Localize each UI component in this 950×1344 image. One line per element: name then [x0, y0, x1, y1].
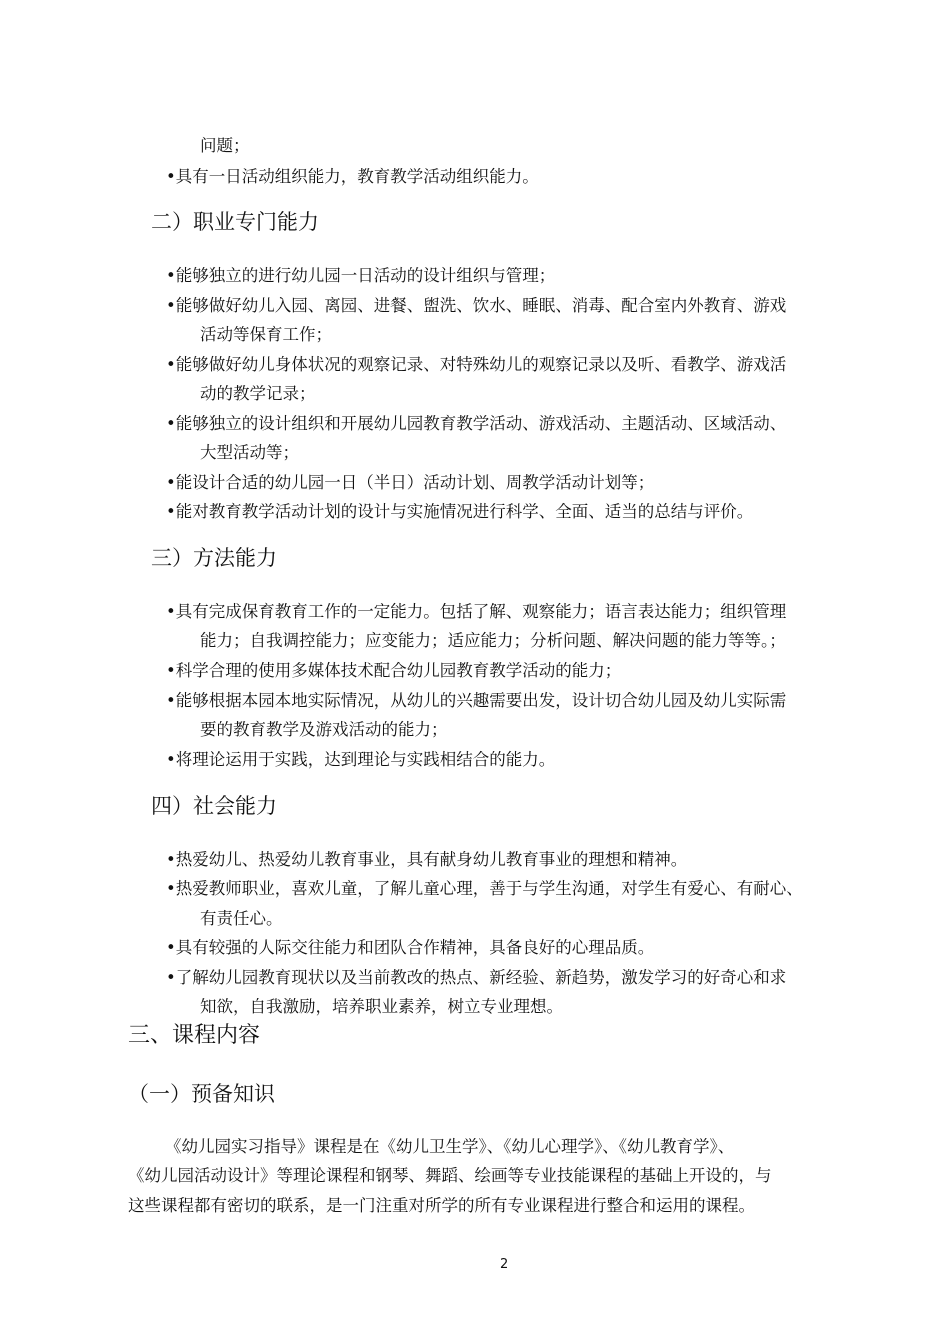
section-heading: 三）方法能力 [151, 546, 277, 570]
paragraph-line: 《幼儿园实习指导》课程是在《幼儿卫生学》、《幼儿心理学》、《幼儿教育学》、 [165, 1137, 735, 1156]
bullet-item: •能设计合适的幼儿园一日（半日）活动计划、周教学活动计划等； [166, 473, 655, 492]
bullet-continuation: 有责任心。 [200, 909, 283, 928]
subsection-heading: （一）预备知识 [128, 1082, 275, 1106]
bullet-item: •能够独立的设计组织和开展幼儿园教育教学活动、游戏活动、主题活动、区域活动、 [166, 414, 787, 433]
bullet-continuation: 动的教学记录； [200, 384, 316, 403]
bullet-item: •了解幼儿园教育现状以及当前教改的热点、新经验、新趋势，激发学习的好奇心和求 [166, 968, 787, 987]
bullet-continuation: 大型活动等； [200, 443, 299, 462]
body-text: 问题； [200, 136, 250, 155]
bullet-continuation: 知欲，自我激励，培养职业素养，树立专业理想。 [200, 997, 563, 1016]
bullet-item: •热爱幼儿、热爱幼儿教育事业，具有献身幼儿教育事业的理想和精神。 [166, 850, 688, 869]
bullet-item: •将理论运用于实践，达到理论与实践相结合的能力。 [166, 750, 556, 769]
bullet-item: •能够做好幼儿身体状况的观察记录、对特殊幼儿的观察记录以及听、看教学、游戏活 [166, 355, 787, 374]
bullet-item: •科学合理的使用多媒体技术配合幼儿园教育教学活动的能力； [166, 661, 622, 680]
bullet-item: •能对教育教学活动计划的设计与实施情况进行科学、全面、适当的总结与评价。 [166, 502, 754, 521]
paragraph-line: 《幼儿园活动设计》等理论课程和钢琴、舞蹈、绘画等专业技能课程的基础上开设的，与 [128, 1166, 772, 1185]
section-heading: 二）职业专门能力 [151, 210, 319, 234]
bullet-item: •能够根据本园本地实际情况，从幼儿的兴趣需要出发，设计切合幼儿园及幼儿实际需 [166, 691, 787, 710]
paragraph-line: 这些课程都有密切的联系，是一门注重对所学的所有专业课程进行整合和运用的课程。 [128, 1196, 755, 1215]
chapter-heading: 三、课程内容 [128, 1023, 261, 1048]
bullet-item: •具有完成保育教育工作的一定能力。包括了解、观察能力；语言表达能力；组织管理 [166, 602, 787, 621]
bullet-continuation: 能力；自我调控能力；应变能力；适应能力；分析问题、解决问题的能力等等。； [200, 631, 786, 650]
bullet-continuation: 活动等保育工作； [200, 325, 332, 344]
section-heading: 四）社会能力 [151, 794, 277, 818]
page-number: 2 [500, 1257, 509, 1272]
bullet-item: •能够独立的进行幼儿园一日活动的设计组织与管理； [166, 266, 556, 285]
bullet-continuation: 要的教育教学及游戏活动的能力； [200, 720, 448, 739]
bullet-item: •热爱教师职业，喜欢儿童，了解儿童心理，善于与学生沟通，对学生有爱心、有耐心、 [166, 879, 803, 898]
bullet-item: •具有一日活动组织能力，教育教学活动组织能力。 [166, 167, 539, 186]
bullet-item: •具有较强的人际交往能力和团队合作精神，具备良好的心理品质。 [166, 938, 655, 957]
bullet-item: •能够做好幼儿入园、离园、进餐、盥洗、饮水、睡眠、消毒、配合室内外教育、游戏 [166, 296, 787, 315]
